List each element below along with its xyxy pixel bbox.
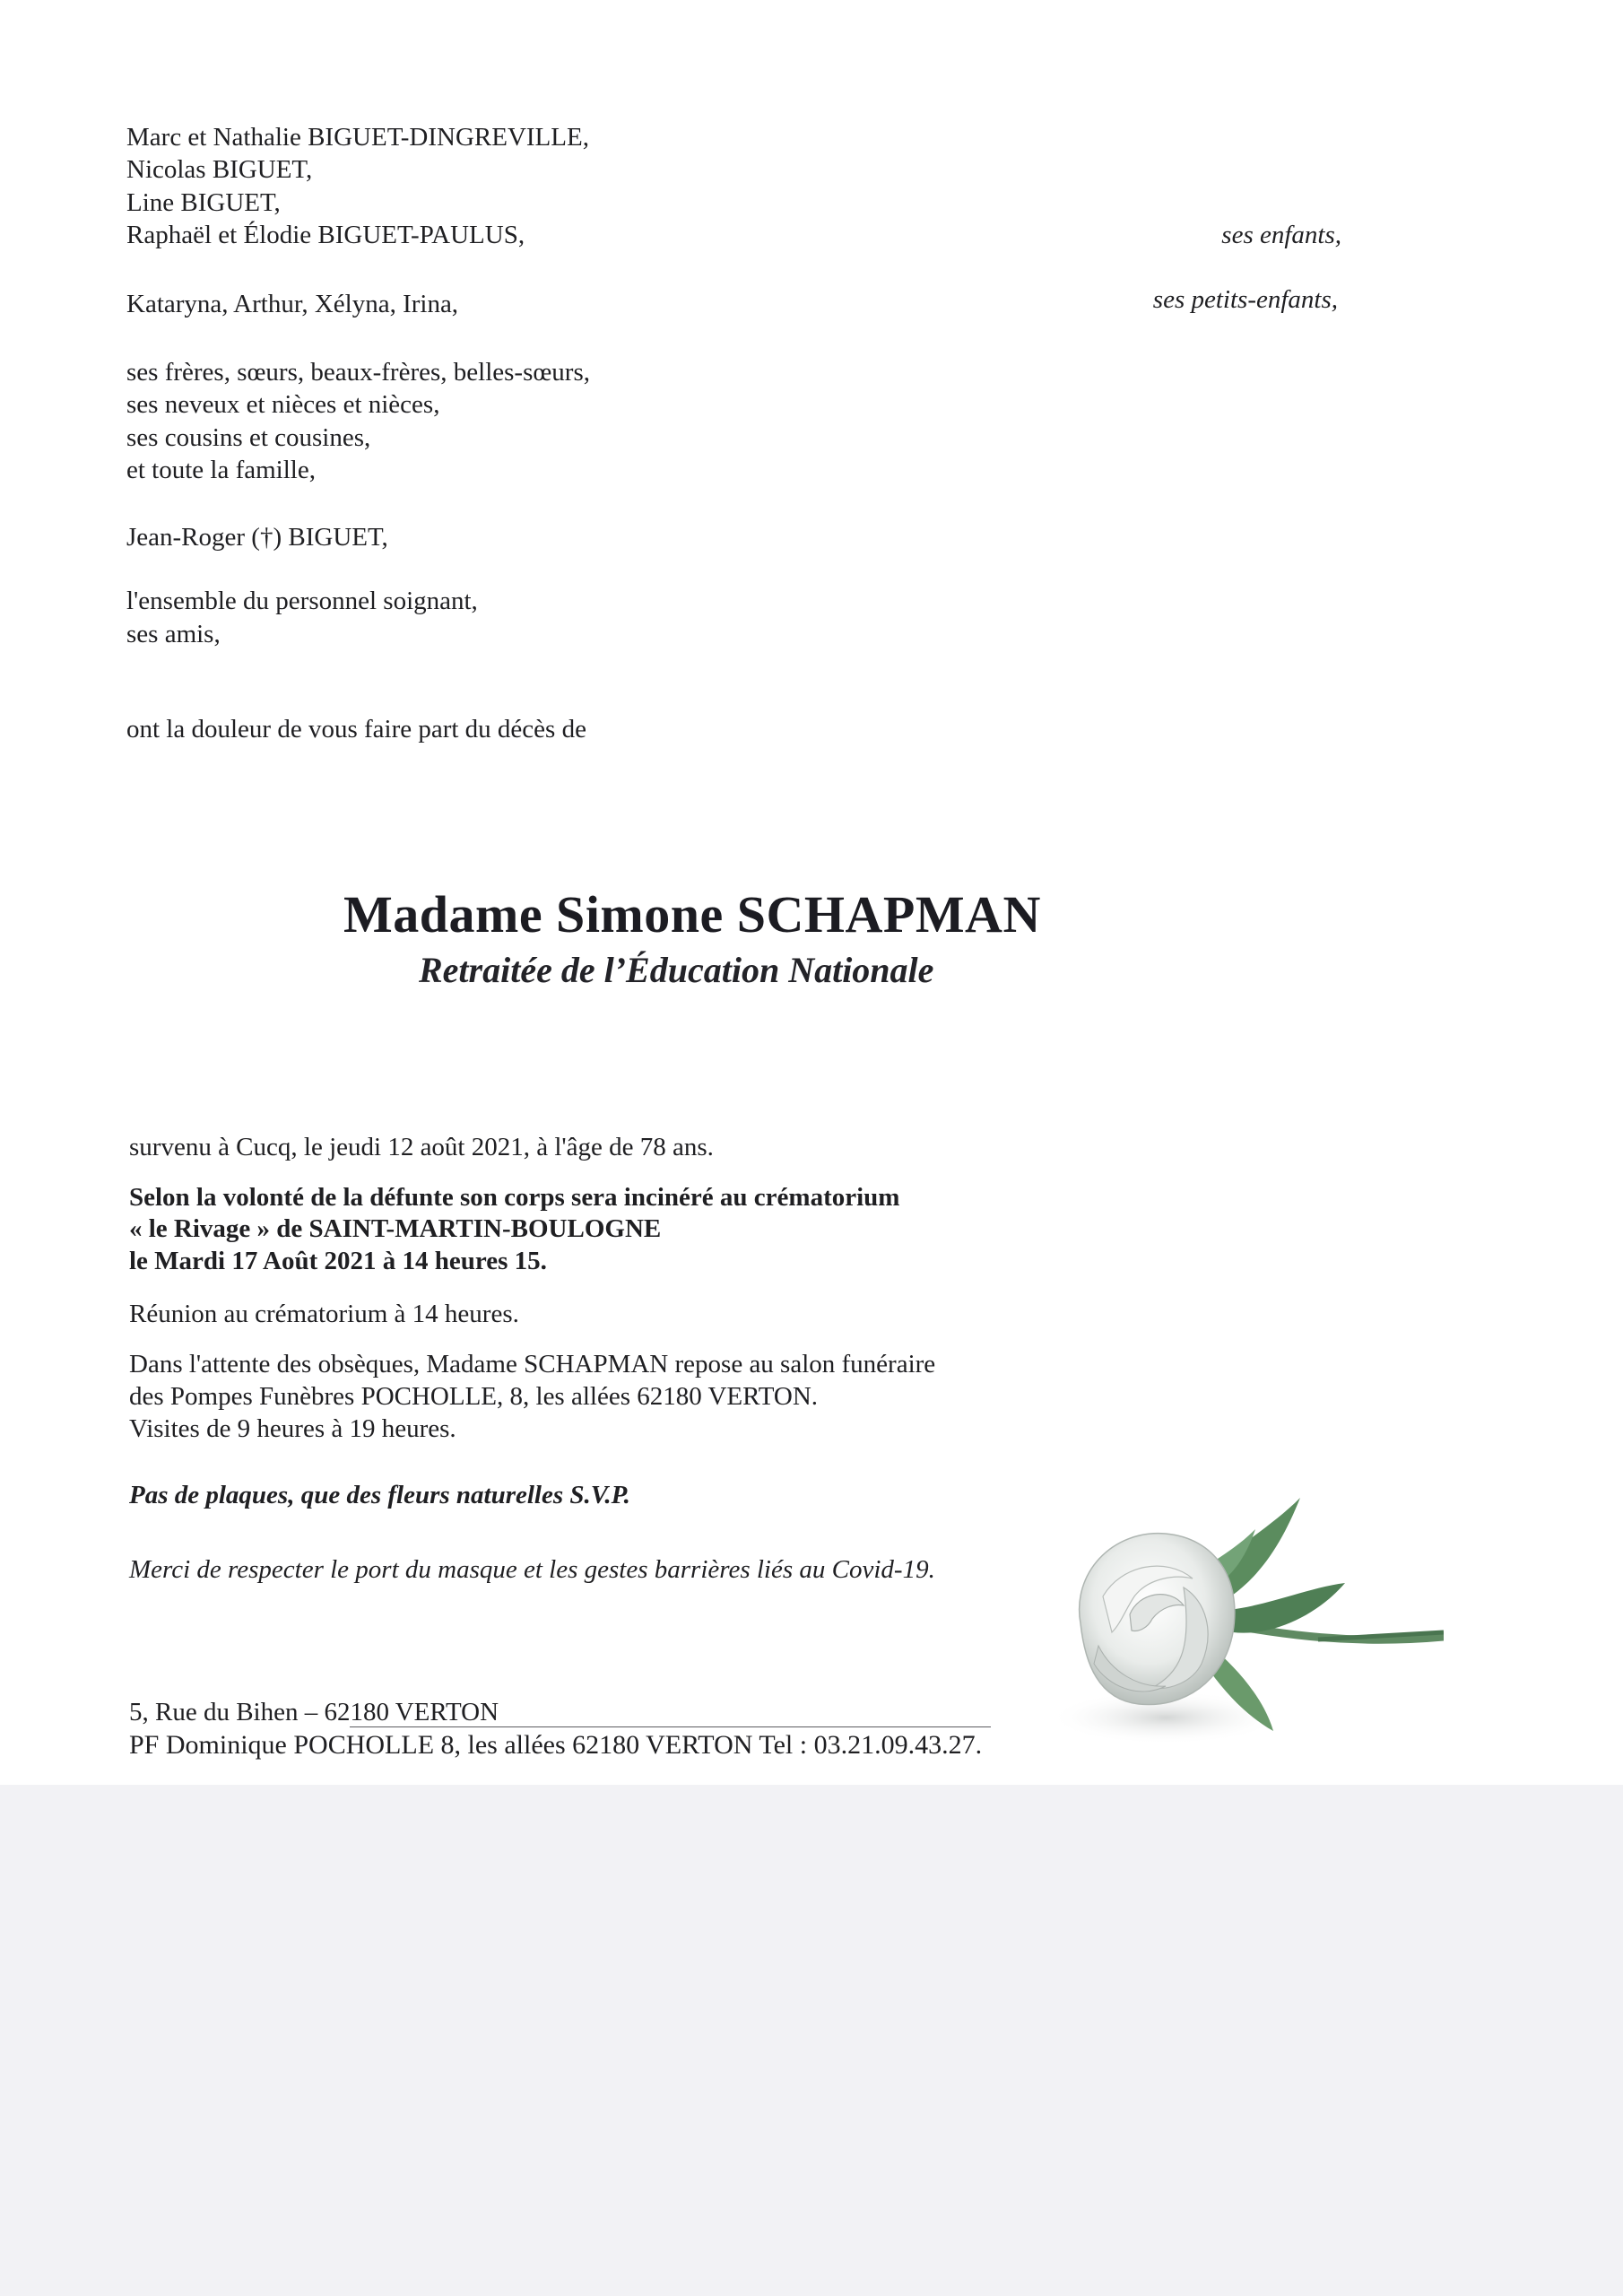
child-line-4: Raphaël et Élodie BIGUET-PAULUS, xyxy=(126,221,525,249)
covid-note: Merci de respecter le port du masque et les gestes barrières liés au Covid-19. xyxy=(129,1555,935,1584)
footer-address: 5, Rue du Bihen – 62180 VERTON xyxy=(129,1698,499,1726)
flowers-note: Pas de plaques, que des fleurs naturelles S.V.P. xyxy=(129,1481,630,1509)
grandchildren-line: Kataryna, Arthur, Xélyna, Irina, xyxy=(126,290,459,318)
footer-divider xyxy=(350,1726,991,1727)
others-line-2: ses amis, xyxy=(126,620,221,648)
relatives-line-2: ses neveux et nièces et nièces, xyxy=(126,390,440,419)
spouse-line: Jean-Roger (†) BIGUET, xyxy=(126,523,388,552)
relatives-line-1: ses frères, sœurs, beaux-frères, belles-sœurs, xyxy=(126,358,590,387)
relatives-line-3: ses cousins et cousines, xyxy=(126,423,371,452)
footer-funeral-home: PF Dominique POCHOLLE 8, les allées 62180 VERTON Tel : 03.21.09.43.27. xyxy=(129,1730,983,1760)
announcement-intro: ont la douleur de vous faire part du décès de xyxy=(126,715,586,744)
others-line-1: l'ensemble du personnel soignant, xyxy=(126,587,478,615)
meeting-info: Réunion au crématorium à 14 heures. xyxy=(129,1300,519,1328)
relatives-line-4: et toute la famille, xyxy=(126,456,316,484)
deceased-occupation: Retraitée de l’Éducation Nationale xyxy=(419,950,934,990)
visitation-line-2: des Pompes Funèbres POCHOLLE, 8, les allées 62180 VERTON. xyxy=(129,1382,819,1411)
grandchildren-role: ses petits-enfants, xyxy=(1152,285,1338,314)
white-rose-icon xyxy=(1049,1489,1444,1758)
visitation-line-1: Dans l'attente des obsèques, Madame SCHAPMAN repose au salon funéraire xyxy=(129,1350,936,1378)
child-line-1: Marc et Nathalie BIGUET-DINGREVILLE, xyxy=(126,123,589,152)
visitation-line-3: Visites de 9 heures à 19 heures. xyxy=(129,1414,456,1443)
cremation-line-3: le Mardi 17 Août 2021 à 14 heures 15. xyxy=(129,1247,547,1275)
death-details: survenu à Cucq, le jeudi 12 août 2021, à l'âge de 78 ans. xyxy=(129,1133,714,1161)
child-line-2: Nicolas BIGUET, xyxy=(126,155,313,184)
child-line-3: Line BIGUET, xyxy=(126,188,281,217)
deceased-name: Madame Simone SCHAPMAN xyxy=(343,885,1041,944)
children-role: ses enfants, xyxy=(1221,221,1341,249)
scan-background xyxy=(0,1785,1623,2296)
cremation-line-1: Selon la volonté de la défunte son corps sera incinéré au crématorium xyxy=(129,1183,900,1212)
cremation-line-2: « le Rivage » de SAINT-MARTIN-BOULOGNE xyxy=(129,1214,662,1243)
